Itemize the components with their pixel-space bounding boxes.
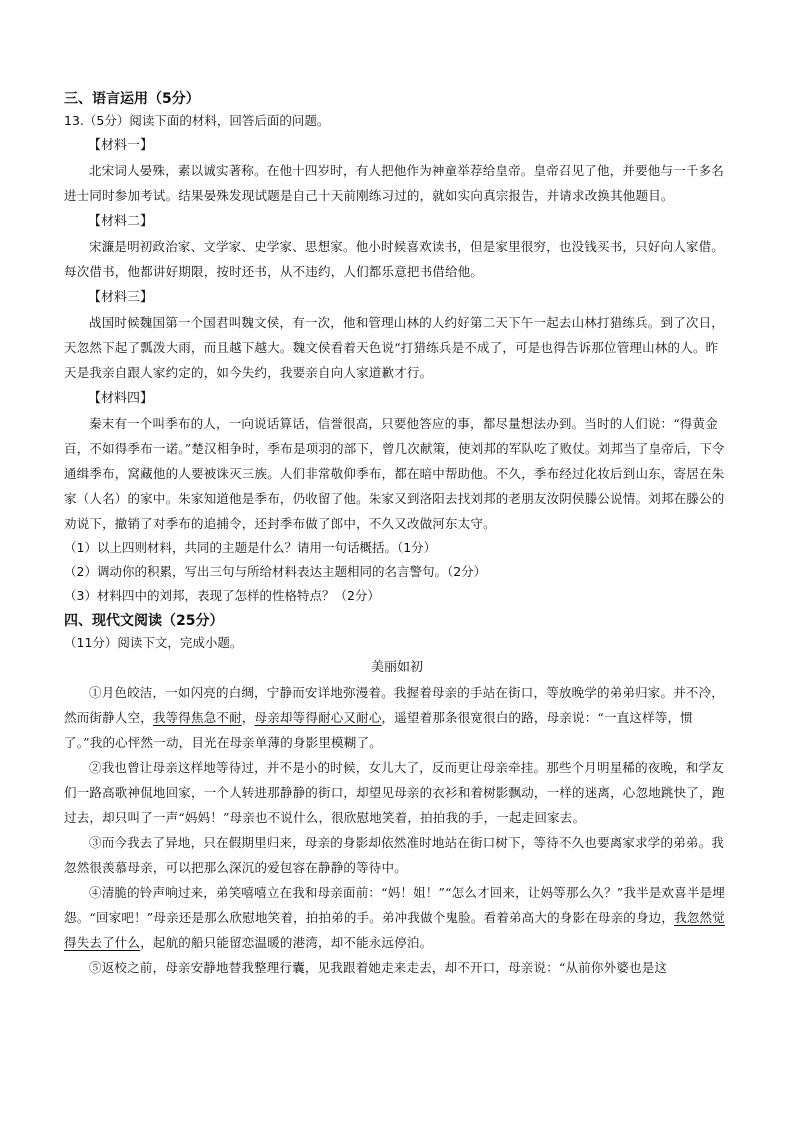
- exam-page: [64, 86, 730, 980]
- material-1-text: 北宋词人晏殊，素以诚实著称。在他十四岁时，有人把他作为神童举荐给皇帝。皇帝召见了他，并要他与一千多名进士同时参加考试。结果晏殊发现试题是自己十天前刚练习过的，就如实向真宗报告，并请求改换其他题目。: [64, 163, 725, 203]
- article-paragraph-4: [64, 880, 730, 955]
- p4-underlined: 我忽然觉得失去了什么: [64, 910, 725, 950]
- article-paragraph-5: ⑤返校之前，母亲安静地替我整理行囊，见我跟着她走来走去，却不开口，母亲说：“从前你外婆也是这: [89, 960, 668, 975]
- article-paragraph-3: ③而今我去了异地，只在假期里归来，母亲的身影却依然准时地站在街口树下，等待不久也要离家求学的弟弟。我忽然很羡慕母亲，可以把那么深沉的爱包容在静静的等待中。: [64, 835, 725, 875]
- p1-text-a: ①月色皎洁，一如闪亮的白绸，宁静而安详地弥漫着。我握着母亲的手站在街口，等放晚学的弟弟归家。并不冷，然而街静人空，: [64, 685, 725, 725]
- article-title: 美丽如初: [370, 660, 423, 675]
- material-4-text: 秦末有一个叫季布的人，一向说话算话，信誉很高，只要他答应的事，都尽量想法办到。当时的人们说：“得黄金百，不如得季布一诺。”楚汉相争时，季布是项羽的部下，曾几次献策，使刘邦的军队吃了败仗。刘邦当了皇帝后，下令通缉季布，窝藏他的人要被诛灭三族。人们非常敬仰季布，都在暗中帮助他。不久，季布经过化妆后到山东，寄居在朱家（人名）的家中。朱家知道他是季布，仍收留了他。朱家又到洛阳去找刘邦的老朋友汝阴侯滕公说情。刘邦在滕公的劝说下，撤销了对季布的追捕令，还封季布做了郎中，不久又改做河东太守。: [64, 416, 725, 531]
- sub-question-1: （1）以上四则材料，共同的主题是什么？请用一句话概括。（1分）: [64, 540, 437, 555]
- reading-intro: （11分）阅读下文，完成小题。: [64, 635, 243, 650]
- p1-text-b: ，: [241, 710, 255, 725]
- material-2-text: 宋濂是明初政治家、文学家、史学家、思想家。他小时候喜欢读书，但是家里很穷，也没钱买书，只好向人家借。每次借书，他都讲好期限，按时还书，从不违约，人们都乐意把书借给他。: [64, 239, 725, 279]
- p1-underlined-1: 我等得焦急不耐: [152, 710, 242, 725]
- sub-question-2: （2）调动你的积累，写出三句与所给材料表达主题相同的名言警句。（2分）: [64, 564, 487, 579]
- section-3-heading: 三、语言运用（5分）: [64, 91, 200, 107]
- p1-underlined-2: 母亲却等得耐心又耐心: [254, 710, 382, 725]
- material-3-title: 【材料三】: [88, 290, 154, 305]
- sub-question-3: （3）材料四中的刘邦，表现了怎样的性格特点？（2分）: [64, 588, 380, 603]
- p4-text-a: ④清脆的铃声响过来，弟笑嘻嘻立在我和母亲面前：“妈！姐！”“怎么才回来，让妈等那么久？”我半是欢喜半是埋怨。“回家吧！”母亲还是那么欣慰地笑着，拍拍弟的手。弟冲我做个鬼脸。看着弟高大的身影在母亲的身边，: [64, 885, 725, 925]
- material-3-text: 战国时候魏国第一个国君叫魏文侯，有一次，他和管理山林的人约好第二天下午一起去山林打猎练兵。到了次日，天忽然下起了瓢泼大雨，而且越下越大。魏文侯看着天色说“打猎练兵是不成了，可是也得告诉那位管理山林的人。昨天是我亲自跟人家约定的，如今失约，我要亲自向人家道歉才行。: [64, 315, 725, 380]
- material-4-title: 【材料四】: [88, 391, 154, 406]
- question-13: 13.（5分）阅读下面的材料，回答后面的问题。: [64, 113, 330, 128]
- article-paragraph-2: ②我也曾让母亲这样地等待过，并不是小的时候，女儿大了，反而更让母亲牵挂。那些个月明星稀的夜晚，和学友们一路高歌神侃地回家，一个人转进那静静的街口，却望见母亲的衣衫和着树影飘动，一样的迷离，心忽地跳快了，跑过去，却只叫了一声“妈妈！”母亲也不说什么，很欣慰地笑着，拍拍我的手，一起走回家去。: [64, 760, 725, 825]
- p1-text-c: ，遥望着那条很宽很白的路，母亲说：“一直这样等，惯了。”我的心怦然一动，目光在母亲单薄的身影里模糊了。: [64, 710, 693, 750]
- p4-text-b: ，起航的船只能留恋温暖的港湾，却不能永远停泊。: [140, 935, 433, 950]
- material-2-title: 【材料二】: [88, 214, 154, 229]
- section-4-heading: 四、现代文阅读（25分）: [64, 613, 224, 629]
- material-1-title: 【材料一】: [88, 138, 154, 153]
- article-paragraph-1: [64, 680, 730, 755]
